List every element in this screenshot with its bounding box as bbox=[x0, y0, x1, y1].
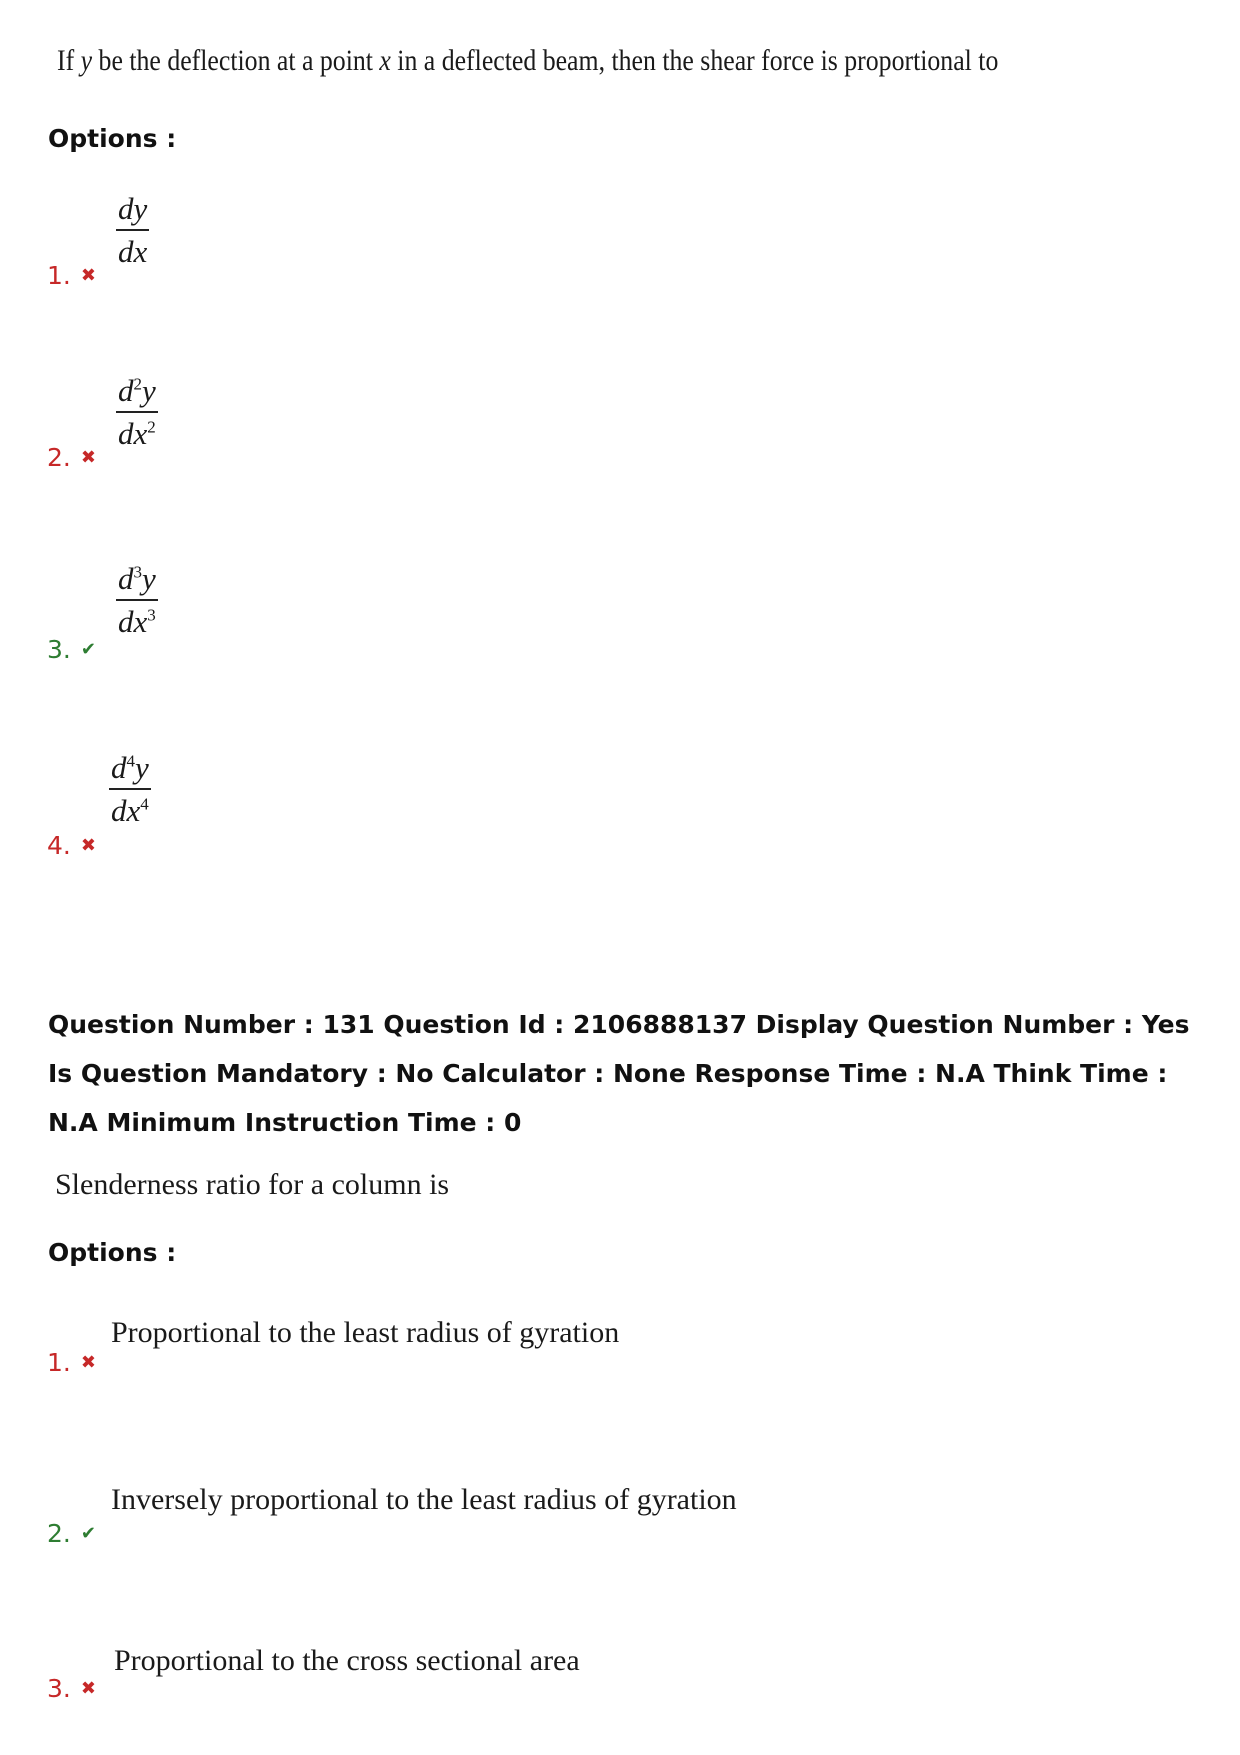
question-2-stem: Slenderness ratio for a column is bbox=[55, 1168, 450, 1201]
question-1-stem bbox=[57, 44, 998, 78]
order-superscript: 2 bbox=[147, 417, 156, 437]
order-superscript: 4 bbox=[126, 751, 135, 771]
option-3-numerator: $d^3y$ bbox=[118, 561, 156, 596]
option-number: 2. bbox=[47, 1519, 71, 1548]
order-superscript: 3 bbox=[147, 605, 156, 625]
check-mark-icon: ✔ bbox=[80, 638, 96, 660]
order-superscript: 2 bbox=[133, 374, 142, 394]
option-number: 1. bbox=[47, 261, 71, 290]
option-2-denominator: $dx^2$ bbox=[118, 415, 156, 451]
option-number: 3. bbox=[47, 1674, 71, 1703]
q2-option-2-marker bbox=[47, 1519, 96, 1548]
option-4-marker bbox=[47, 831, 96, 860]
option-2-marker bbox=[47, 443, 96, 472]
q2-option-1-marker bbox=[47, 1348, 96, 1377]
variable-y: y bbox=[80, 44, 93, 77]
stem-if: If bbox=[57, 44, 75, 77]
variable-x: x bbox=[379, 44, 391, 77]
options-label-q2: Options : bbox=[48, 1238, 177, 1267]
cross-mark-icon: ✖ bbox=[80, 1677, 96, 1699]
q2-option-1-text: Proportional to the least radius of gyration bbox=[111, 1316, 620, 1349]
option-2-numerator: $d^2y$ bbox=[118, 373, 156, 408]
option-number: 1. bbox=[47, 1348, 71, 1377]
option-4-denominator: $dx^4$ bbox=[111, 792, 149, 828]
option-number: 3. bbox=[47, 635, 71, 664]
option-number: 4. bbox=[47, 831, 71, 860]
order-superscript: 3 bbox=[133, 562, 142, 582]
check-mark-icon: ✔ bbox=[80, 1522, 96, 1544]
question-meta-info: Question Number : 131 Question Id : 2106888137 Display Question Number : Yes Is Question Mandatory : No Calculator : None Response Time : N.A Think Time : N.A Minimum Instruction Time : 0 bbox=[48, 1010, 1190, 1137]
option-1-numerator: dy bbox=[118, 191, 148, 226]
option-4-numerator: $d^4y$ bbox=[111, 750, 149, 785]
stem-end: in a deflected beam, then the shear force is proportional to bbox=[397, 44, 999, 77]
option-3-marker bbox=[47, 635, 96, 664]
option-4-formula bbox=[109, 752, 151, 827]
stem-middle: be the deflection at a point bbox=[98, 44, 373, 77]
cross-mark-icon: ✖ bbox=[80, 1351, 96, 1373]
option-1-denominator: dx bbox=[118, 233, 148, 269]
option-3-denominator: $dx^3$ bbox=[118, 603, 156, 639]
options-label-q1: Options : bbox=[48, 124, 177, 153]
option-2-formula bbox=[116, 375, 158, 450]
order-superscript: 4 bbox=[140, 794, 149, 814]
q2-option-3-marker bbox=[47, 1674, 96, 1703]
cross-mark-icon: ✖ bbox=[80, 264, 96, 286]
q2-option-3-text: Proportional to the cross sectional area bbox=[114, 1644, 580, 1677]
cross-mark-icon: ✖ bbox=[80, 834, 96, 856]
q2-option-2-text: Inversely proportional to the least radius of gyration bbox=[111, 1483, 737, 1516]
option-1-formula bbox=[116, 193, 149, 268]
cross-mark-icon: ✖ bbox=[80, 446, 96, 468]
option-3-formula bbox=[116, 563, 158, 638]
option-1-marker bbox=[47, 261, 96, 290]
option-number: 2. bbox=[47, 443, 71, 472]
